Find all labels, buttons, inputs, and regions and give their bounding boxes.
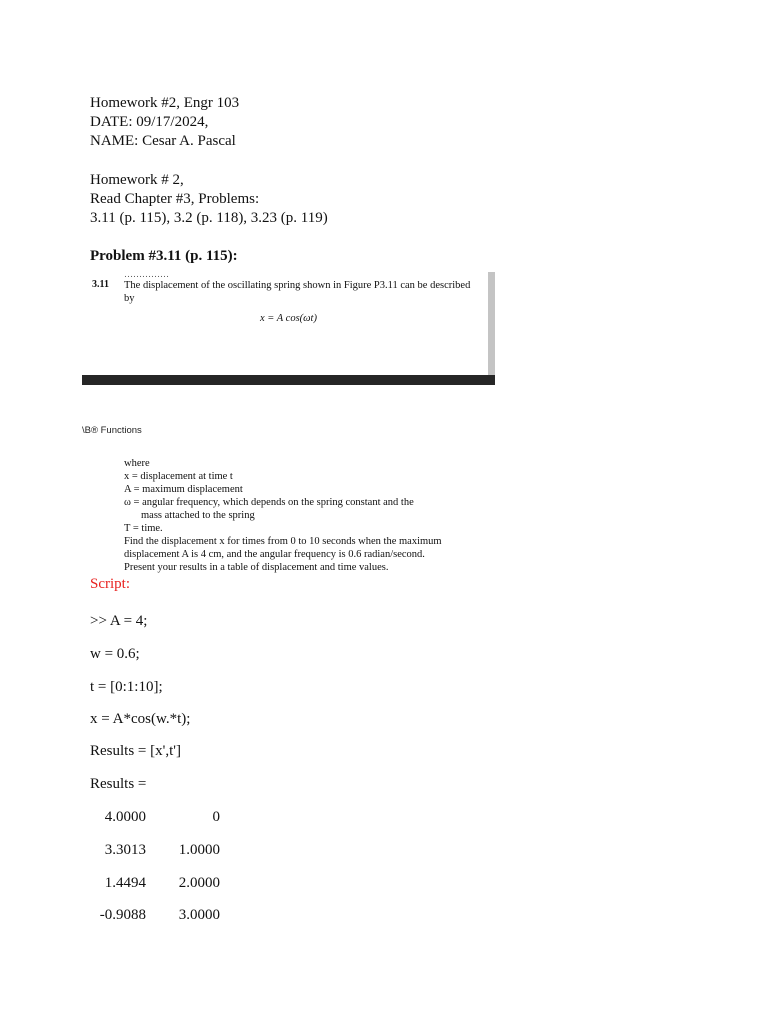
problem-number: 3.11 — [92, 279, 109, 290]
time-cell: 3.0000 — [178, 907, 220, 923]
code-line: w = 0.6; — [90, 646, 140, 662]
code-line: Results = — [90, 776, 147, 792]
problem-list: 3.11 (p. 115), 3.2 (p. 118), 3.23 (p. 119) — [90, 210, 328, 226]
homework-title: Homework #2, Engr 103 — [90, 95, 240, 111]
code-line: x = A*cos(w.*t); — [90, 711, 191, 727]
excerpt-line: A = maximum displacement — [124, 484, 243, 495]
assignment-title: Homework # 2, — [90, 172, 184, 188]
displacement-cell: 1.4494 — [104, 875, 146, 891]
code-line: t = [0:1:10]; — [90, 679, 163, 695]
displacement-cell: -0.9088 — [99, 907, 146, 923]
time-cell: 2.0000 — [178, 875, 220, 891]
excerpt-line: ω = angular frequency, which depends on the spring constant and the — [124, 497, 414, 508]
excerpt-line: Find the displacement x for times from 0 to 10 seconds when the maximum — [124, 536, 442, 547]
textbook-running-header: \B® Functions — [82, 425, 142, 436]
name-line: NAME: Cesar A. Pascal — [90, 133, 236, 149]
excerpt-line: mass attached to the spring — [141, 510, 255, 521]
excerpt-line: Present your results in a table of displacement and time values. — [124, 562, 389, 573]
code-line: Results = [x',t'] — [90, 743, 181, 759]
time-cell: 0 — [212, 809, 220, 825]
code-line: >> A = 4; — [90, 613, 148, 629]
problem-heading: Problem #3.11 (p. 115): — [90, 248, 238, 264]
excerpt-line: T = time. — [124, 523, 163, 534]
clipped-text: …………… — [124, 272, 169, 279]
textbook-excerpt-continued — [124, 457, 484, 574]
scan-edge-bar — [488, 272, 495, 375]
time-cell: 1.0000 — [178, 842, 220, 858]
reading-line: Read Chapter #3, Problems: — [90, 191, 260, 207]
displacement-equation: x = A cos(ωt) — [260, 313, 317, 324]
excerpt-line: x = displacement at time t — [124, 471, 233, 482]
displacement-cell: 4.0000 — [104, 809, 146, 825]
scan-bottom-bar — [82, 375, 495, 385]
textbook-excerpt-image — [82, 272, 495, 385]
excerpt-line: displacement A is 4 cm, and the angular frequency is 0.6 radian/second. — [124, 549, 425, 560]
excerpt-line: where — [124, 458, 150, 469]
problem-statement: The displacement of the oscillating spring shown in Figure P3.11 can be described by — [124, 280, 471, 304]
script-label: Script: — [90, 576, 130, 592]
displacement-cell: 3.3013 — [104, 842, 146, 858]
date-line: DATE: 09/17/2024, — [90, 114, 209, 130]
